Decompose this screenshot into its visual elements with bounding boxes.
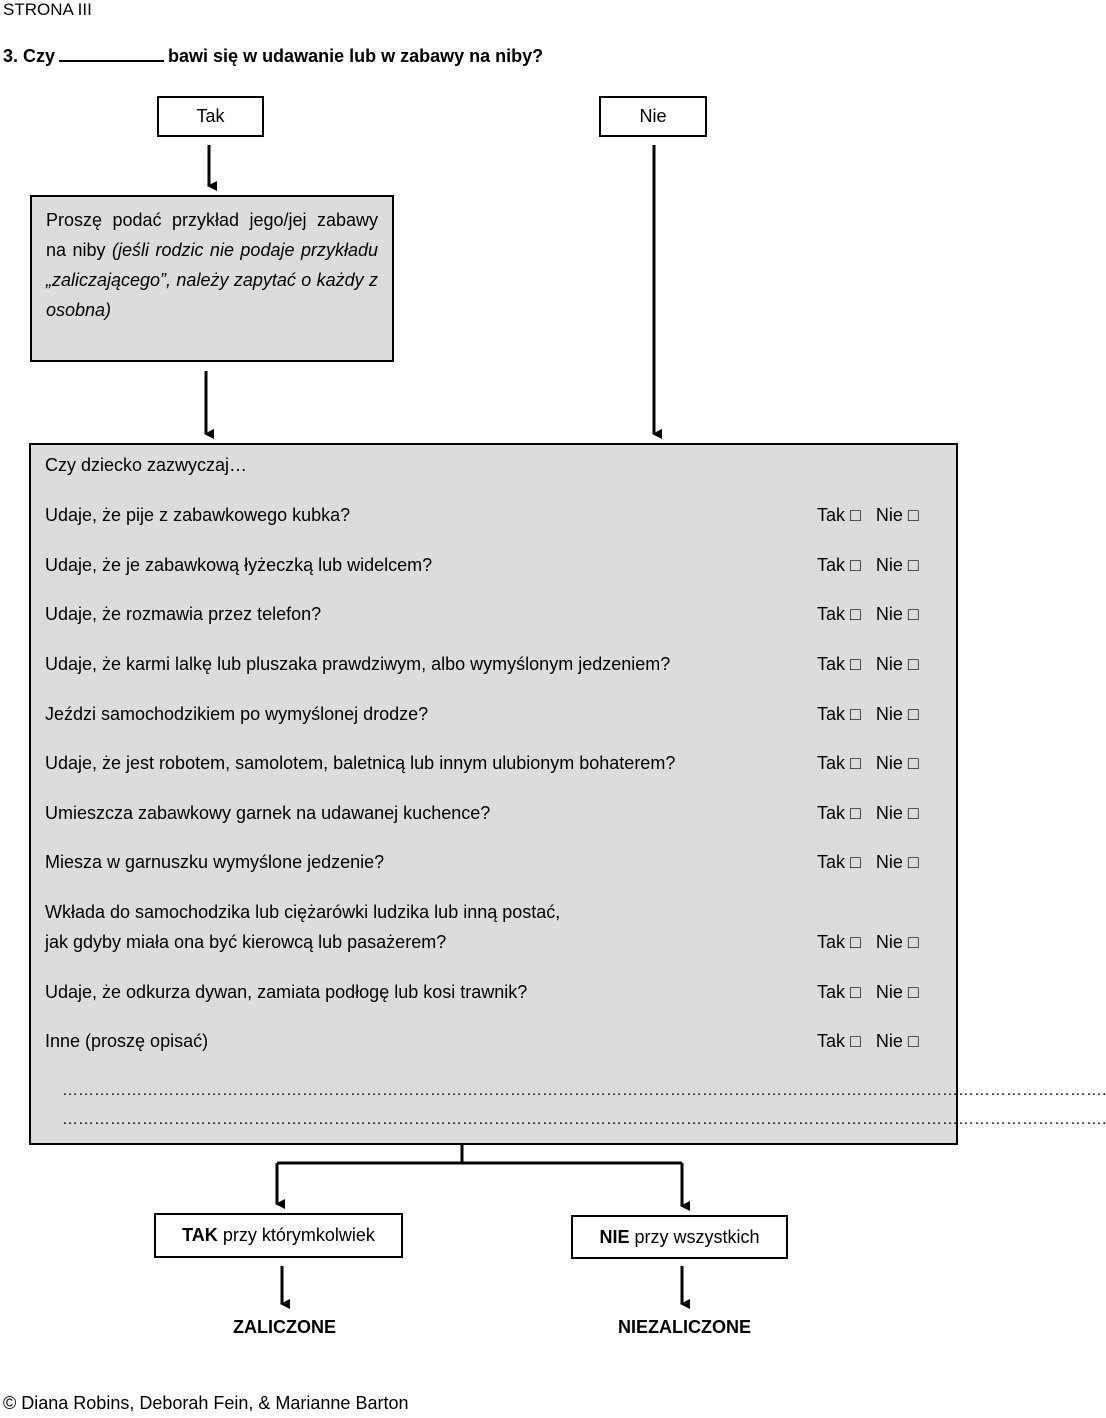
instruction-text: Proszę podać przykład jego/jej zabawy na niby bbox=[46, 210, 378, 260]
checklist-item: Udaje, że rozmawia przez telefon? bbox=[45, 604, 322, 624]
checklist-item: Udaje, że pije z zabawkowego kubka? bbox=[45, 505, 351, 525]
yes-checkbox[interactable]: Tak □ bbox=[817, 982, 861, 1002]
copyright-footer: © Diana Robins, Deborah Fein, & Marianne Barton bbox=[3, 1393, 409, 1413]
all-no-text: przy wszystkich bbox=[629, 1226, 760, 1247]
no-checkbox[interactable]: Nie □ bbox=[875, 505, 919, 525]
no-checkbox[interactable]: Nie □ bbox=[875, 604, 919, 624]
checklist-item: Udaje, że karmi lalkę lub pluszaka prawdziwym, albo wymyślonym jedzeniem? bbox=[45, 654, 671, 674]
checklist-item: Udaje, że odkurza dywan, zamiata podłogę lub kosi trawnik? bbox=[45, 982, 528, 1002]
checklist-item: Miesza w garnuszku wymyślone jedzenie? bbox=[45, 852, 385, 872]
yes-checkbox[interactable]: Tak □ bbox=[817, 753, 861, 773]
no-checkbox[interactable]: Nie □ bbox=[875, 555, 919, 575]
checklist-item-continued: jak gdyby miała ona być kierowcą lub pasażerem? bbox=[45, 932, 447, 952]
fail-outcome: NIEZALICZONE bbox=[618, 1317, 751, 1337]
yes-choice-label: Tak bbox=[196, 106, 225, 126]
yes-checkbox[interactable]: Tak □ bbox=[817, 852, 861, 872]
page-label: STRONA III bbox=[3, 0, 92, 19]
pass-outcome: ZALICZONE bbox=[233, 1317, 336, 1337]
no-checkbox[interactable]: Nie □ bbox=[875, 803, 919, 823]
no-checkbox[interactable]: Nie □ bbox=[875, 852, 919, 872]
checklist-item: Inne (proszę opisać) bbox=[45, 1031, 209, 1051]
checklist-item: Udaje, że jest robotem, samolotem, baletnicą lub innym ulubionym bohaterem? bbox=[45, 753, 676, 773]
yes-checkbox[interactable]: Tak □ bbox=[817, 704, 861, 724]
yes-checkbox[interactable]: Tak □ bbox=[817, 555, 861, 575]
yes-checkbox[interactable]: Tak □ bbox=[817, 803, 861, 823]
checklist-item: Wkłada do samochodzika lub ciężarówki ludzika lub inną postać, bbox=[45, 902, 561, 922]
yes-checkbox[interactable]: Tak □ bbox=[817, 654, 861, 674]
other-description-line[interactable]: ……………………………………………………………………………………………………………………………………………………………………………. bbox=[62, 1082, 1106, 1099]
any-yes-bold: TAK bbox=[182, 1225, 218, 1245]
no-checkbox[interactable]: Nie □ bbox=[875, 982, 919, 1002]
no-checkbox[interactable]: Nie □ bbox=[875, 932, 919, 952]
no-choice-label: Nie bbox=[639, 106, 667, 126]
no-checkbox[interactable]: Nie □ bbox=[875, 704, 919, 724]
yes-checkbox[interactable]: Tak □ bbox=[817, 932, 861, 952]
any-yes-text: przy którymkolwiek bbox=[217, 1225, 375, 1245]
no-checkbox[interactable]: Nie □ bbox=[875, 1031, 919, 1051]
other-description-line[interactable]: ……………………………………………………………………………………………………………………………………………………………………………. bbox=[62, 1111, 1106, 1128]
question-prefix: 3. Czy bbox=[3, 46, 56, 66]
yes-checkbox[interactable]: Tak □ bbox=[817, 1031, 861, 1051]
question-suffix: bawi się w udawanie lub w zabawy na niby? bbox=[168, 46, 544, 66]
no-checkbox[interactable]: Nie □ bbox=[875, 654, 919, 674]
checklist-item: Umieszcza zabawkowy garnek na udawanej kuchence? bbox=[45, 803, 491, 823]
yes-checkbox[interactable]: Tak □ bbox=[817, 604, 861, 624]
yes-checkbox[interactable]: Tak □ bbox=[817, 505, 861, 525]
no-checkbox[interactable]: Nie □ bbox=[875, 753, 919, 773]
instruction-italic: (jeśli rodzic nie podaje przykładu „zaliczającego”, należy zapytać o każdy z osobna) bbox=[46, 240, 378, 320]
checklist-item: Jeździ samochodzikiem po wymyślonej drodze? bbox=[45, 704, 429, 724]
all-no-bold: NIE bbox=[599, 1226, 630, 1247]
checklist-heading: Czy dziecko zazwyczaj… bbox=[45, 455, 248, 475]
checklist-item: Udaje, że je zabawkową łyżeczką lub widelcem? bbox=[45, 555, 433, 575]
